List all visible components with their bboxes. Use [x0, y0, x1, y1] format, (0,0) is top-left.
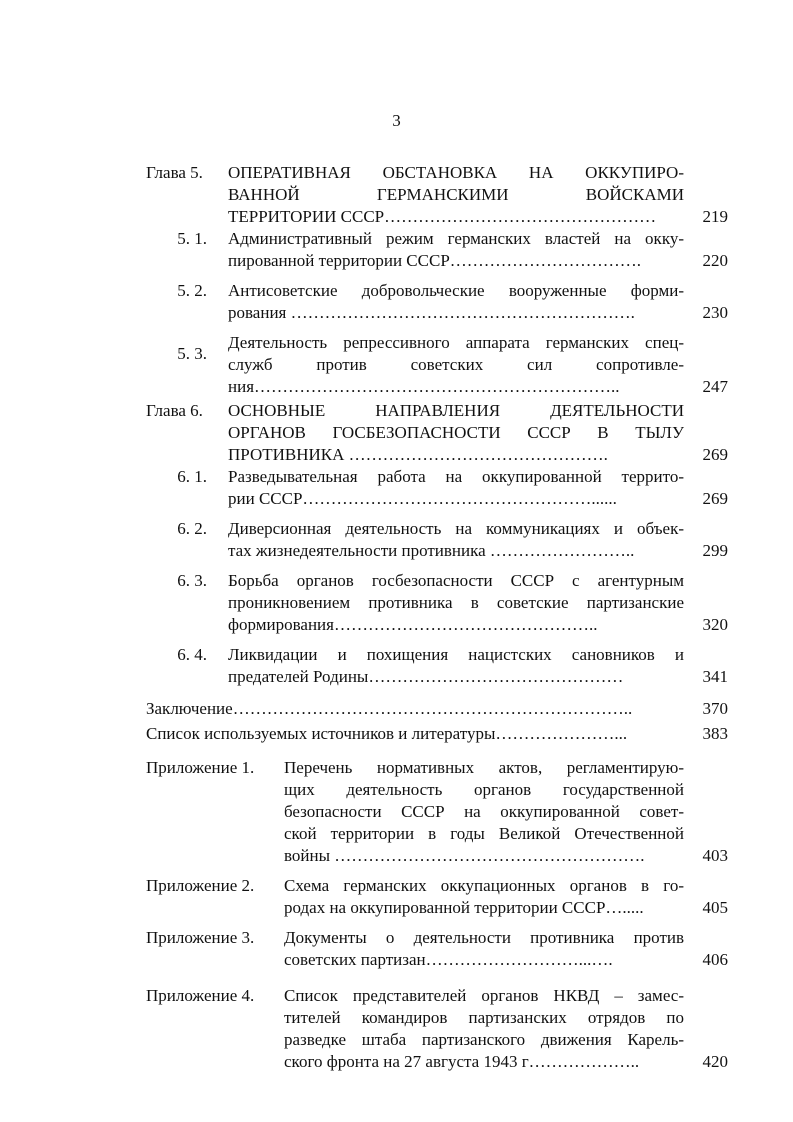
toc-entry-appendix-2 [146, 875, 728, 919]
entry-number: 5. 1. [177, 229, 207, 248]
entry-page: 406 [702, 950, 728, 969]
entry-number: 5. 2. [177, 281, 207, 300]
entry-number: Глава 5. [146, 163, 203, 182]
entry-number: Приложение 4. [146, 986, 255, 1005]
entry-page: 269 [702, 489, 728, 508]
entry-title: Схема германских оккупационных органов в го- родах на оккупированной территории СССР…..... [284, 876, 684, 917]
entry-title: Перечень нормативных актов, регламентирую- щих деятельность органов государственной безопасности СССР на оккупированной совет- ской территории в годы Великой Отечественной войны ………………………………………………. [284, 758, 684, 865]
table-of-contents [146, 162, 728, 1073]
entry-number: Приложение 2. [146, 876, 255, 895]
entry-title: Деятельность репрессивного аппарата германских спец- служб против советских сил сопротивле- ния……………………………………………………….. [228, 333, 684, 396]
toc-entry-bibliography [146, 723, 728, 745]
entry-page: 405 [702, 898, 728, 917]
toc-entry-conclusion [146, 698, 728, 720]
entry-page: 383 [702, 724, 728, 743]
entry-page: 220 [702, 251, 728, 270]
entry-title: ОПЕРАТИВНАЯ ОБСТАНОВКА НА ОККУПИРО- ВАННОЙ ГЕРМАНСКИМИ ВОЙСКАМИ ТЕРРИТОРИИ СССР………………………………………… [228, 163, 684, 226]
toc-entry-section-6-4 [146, 644, 728, 688]
entry-page: 269 [702, 445, 728, 464]
entry-title: Борьба органов госбезопасности СССР с агентурным проникновением противника в советские партизанские формирования……………………………………….. [228, 571, 684, 634]
entry-page: 320 [702, 615, 728, 634]
entry-page: 219 [702, 207, 728, 226]
entry-page: 230 [702, 303, 728, 322]
entry-title: Список представителей органов НКВД – замес- тителей командиров партизанских отрядов по разведке штаба партизанского движения Карель- ского фронта на 27 августа 1943 г……………….. [284, 986, 684, 1071]
entry-page: 341 [702, 667, 728, 686]
entry-title: Список используемых источников и литературы…………………... [146, 724, 628, 743]
entry-page: 420 [702, 1052, 728, 1071]
toc-entry-appendix-1 [146, 757, 728, 867]
entry-title: ОСНОВНЫЕ НАПРАВЛЕНИЯ ДЕЯТЕЛЬНОСТИ ОРГАНОВ ГОСБЕЗОПАСНОСТИ СССР В ТЫЛУ ПРОТИВНИКА ………………………………………. [228, 401, 684, 464]
toc-entry-section-5-3 [146, 332, 728, 398]
entry-number: 6. 3. [177, 571, 207, 590]
entry-page: 403 [702, 846, 728, 865]
toc-entry-chapter-6 [146, 400, 728, 466]
entry-title: Диверсионная деятельность на коммуникациях и объек- тах жизнедеятельности противника …………………….. [228, 519, 684, 560]
toc-entry-section-5-2 [146, 280, 728, 324]
toc-entry-appendix-3 [146, 927, 728, 971]
toc-entry-section-6-3 [146, 570, 728, 636]
entry-number: Приложение 3. [146, 928, 255, 947]
entry-title: Документы о деятельности противника против советских партизан………………………...…. [284, 928, 684, 969]
entry-number: 5. 3. [177, 344, 207, 363]
entry-number: 6. 1. [177, 467, 207, 486]
page-number: 3 [392, 111, 401, 130]
entry-page: 247 [702, 377, 728, 396]
entry-page: 370 [702, 699, 728, 718]
toc-entry-section-5-1 [146, 228, 728, 272]
toc-entry-section-6-2 [146, 518, 728, 562]
entry-title: Заключение…………………………………………………………….. [146, 699, 633, 718]
entry-page: 299 [702, 541, 728, 560]
entry-number: Приложение 1. [146, 758, 255, 777]
entry-title: Административный режим германских властей на окку- пированной территории СССР……………………………. [228, 229, 684, 270]
toc-entry-appendix-4 [146, 985, 728, 1073]
entry-number: Глава 6. [146, 401, 203, 420]
entry-title: Ликвидации и похищения нацистских сановников и предателей Родины……………………………………… [228, 645, 684, 686]
toc-entry-chapter-5 [146, 162, 728, 228]
entry-title: Разведывательная работа на оккупированной террито- рии СССР……………………………………………...... [228, 467, 684, 508]
entry-number: 6. 4. [177, 645, 207, 664]
entry-number: 6. 2. [177, 519, 207, 538]
toc-entry-section-6-1 [146, 466, 728, 510]
entry-title: Антисоветские добровольческие вооруженные форми- рования ……………………………………………………. [228, 281, 684, 322]
